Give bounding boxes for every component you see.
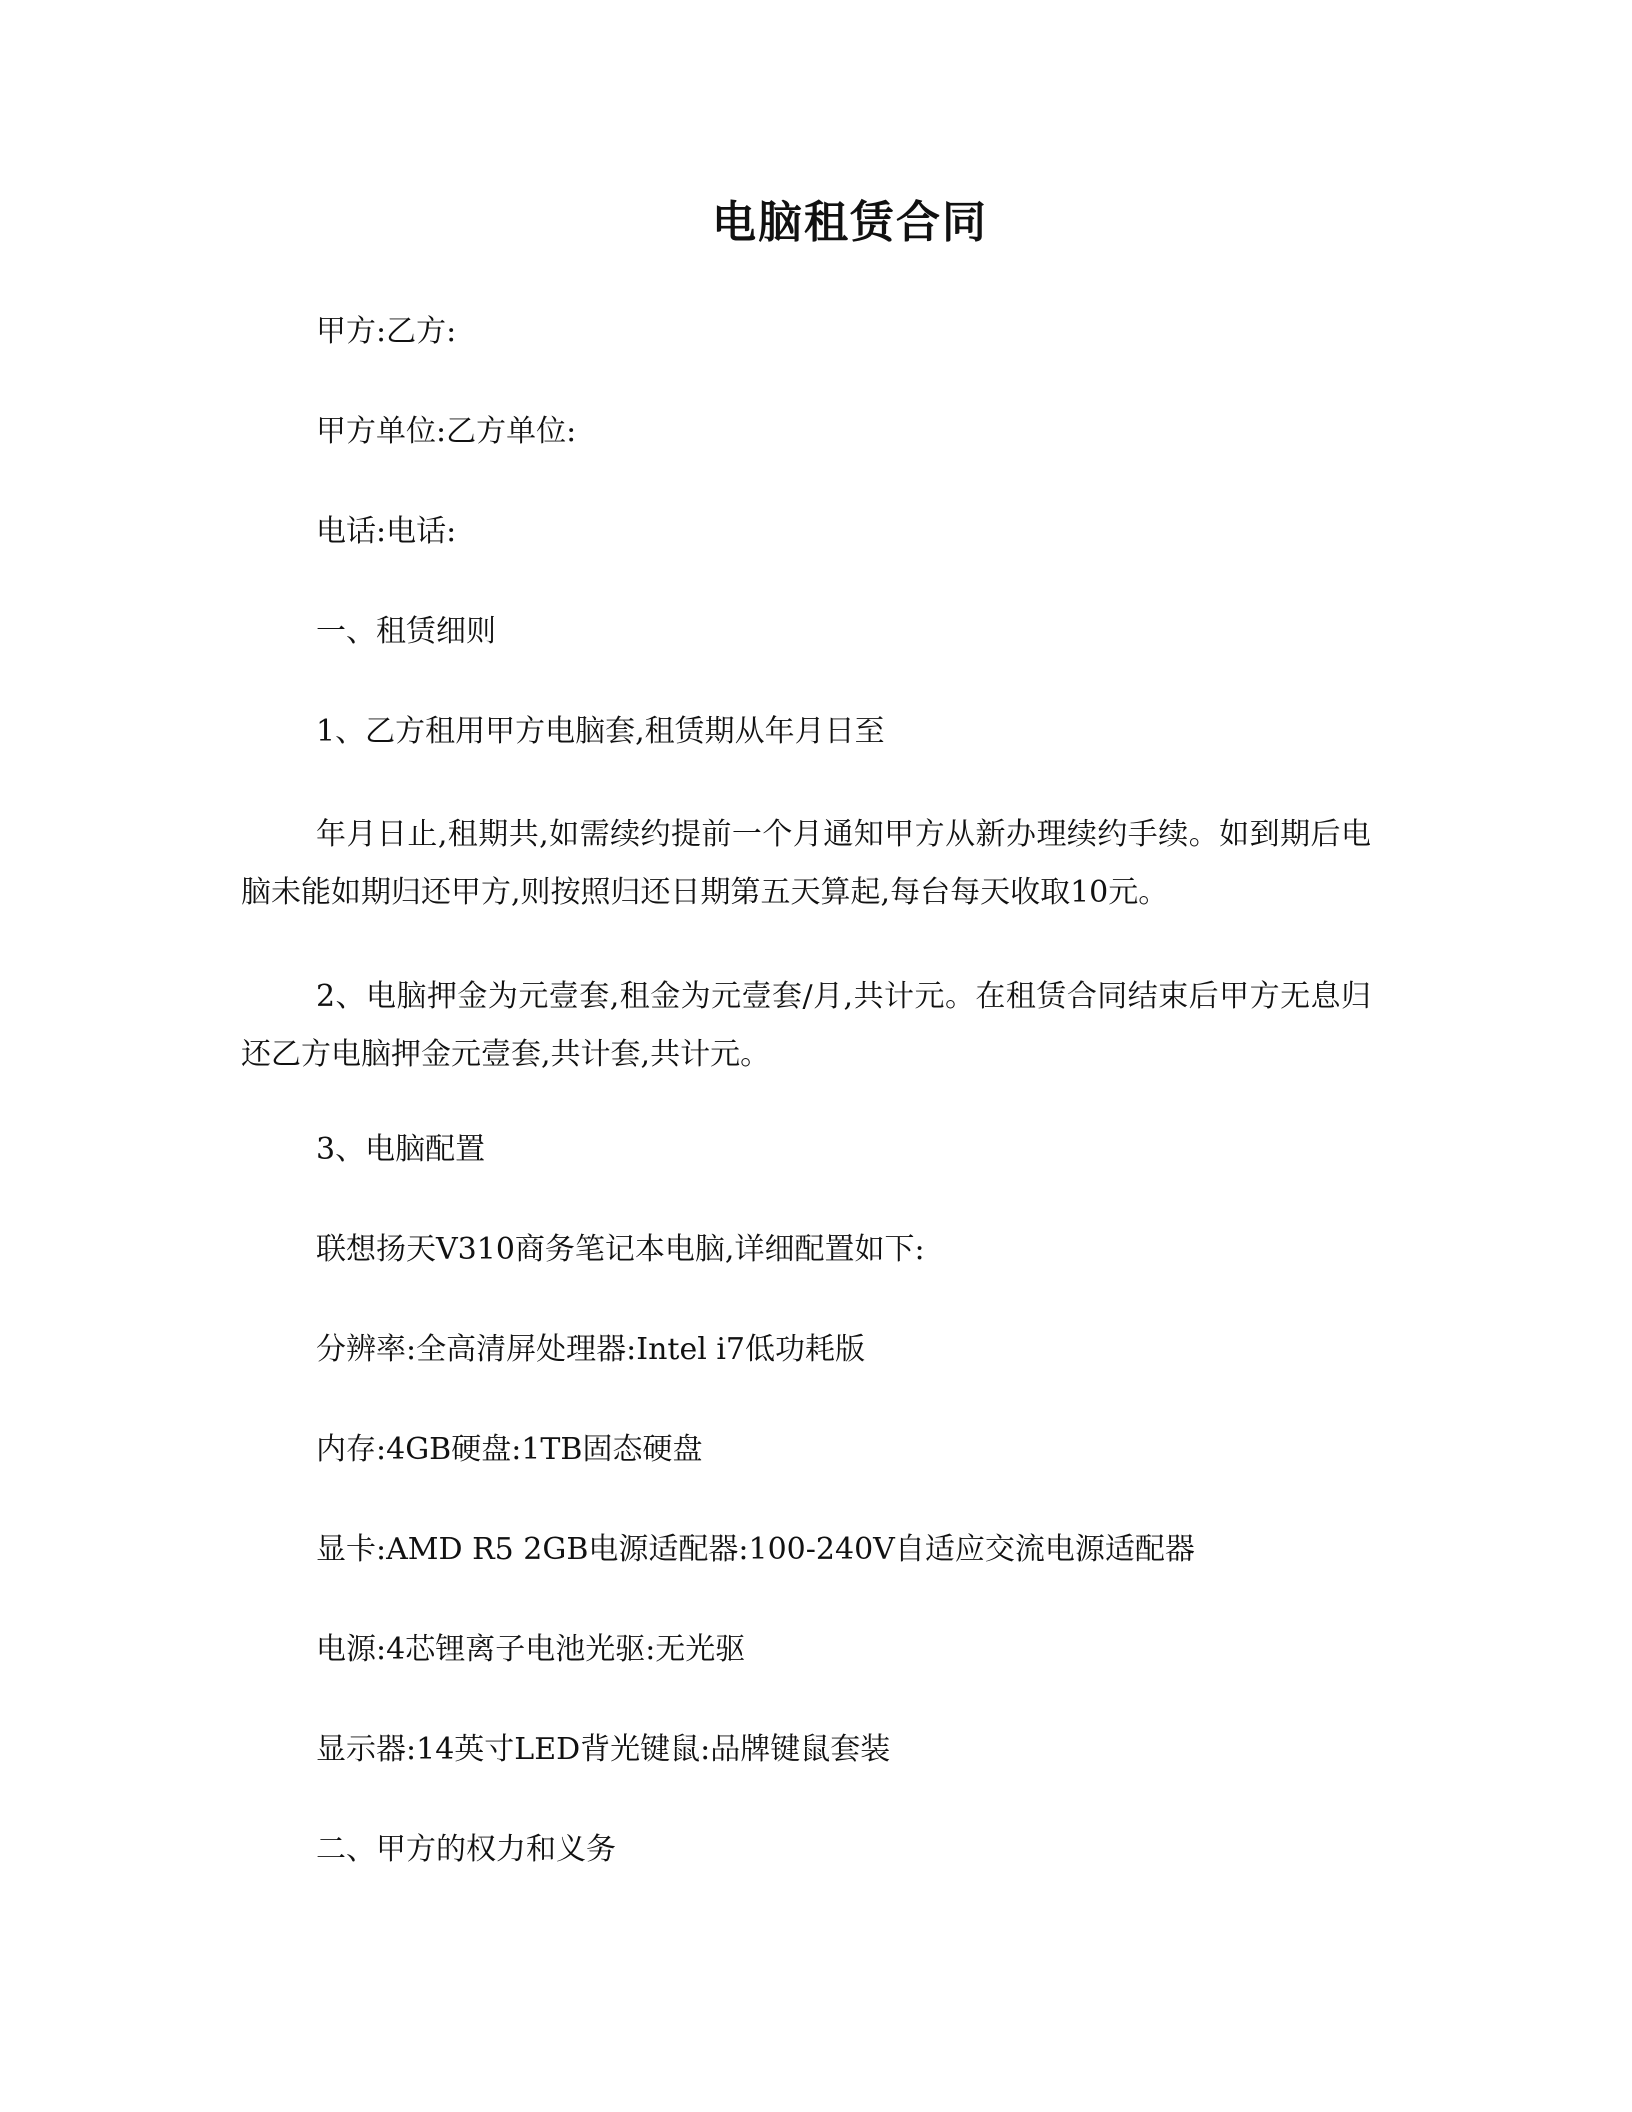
config-line: 显示器:14英寸LED背光键鼠:品牌键鼠套装 bbox=[316, 1732, 891, 1767]
document-title: 电脑租赁合同 bbox=[712, 197, 988, 248]
config-line: 分辨率:全高清屏处理器:Intel i7低功耗版 bbox=[316, 1332, 866, 1367]
section-heading-rental-terms: 一、租赁细则 bbox=[316, 614, 496, 649]
phone-line: 电话:电话: bbox=[316, 514, 457, 549]
unit-line: 甲方单位:乙方单位: bbox=[316, 414, 577, 449]
config-line: 显卡:AMD R5 2GB电源适配器:100-240V自适应交流电源适配器 bbox=[316, 1532, 1195, 1567]
item-1-first-line: 1、乙方租用甲方电脑套,租赁期从年月日至 bbox=[316, 714, 885, 749]
config-intro: 联想扬天V310商务笔记本电脑,详细配置如下: bbox=[316, 1232, 925, 1267]
config-line: 电源:4芯锂离子电池光驱:无光驱 bbox=[316, 1632, 746, 1667]
item-1-continuation: 年月日止,租期共,如需续约提前一个月通知甲方从新办理续约手续。如到期后电脑未能如期归还甲方,则按照归还日期第五天算起,每台每天收取10元。 bbox=[241, 817, 1371, 910]
item-2-paragraph: 2、电脑押金为元壹套,租金为元壹套/月,共计元。在租赁合同结束后甲方无息归还乙方电脑押金元壹套,共计套,共计元。 bbox=[241, 979, 1371, 1072]
config-line: 内存:4GB硬盘:1TB固态硬盘 bbox=[316, 1432, 703, 1467]
item-3-heading: 3、电脑配置 bbox=[316, 1132, 486, 1167]
party-line: 甲方:乙方: bbox=[316, 314, 457, 349]
section-heading-party-a-rights: 二、甲方的权力和义务 bbox=[316, 1832, 616, 1867]
